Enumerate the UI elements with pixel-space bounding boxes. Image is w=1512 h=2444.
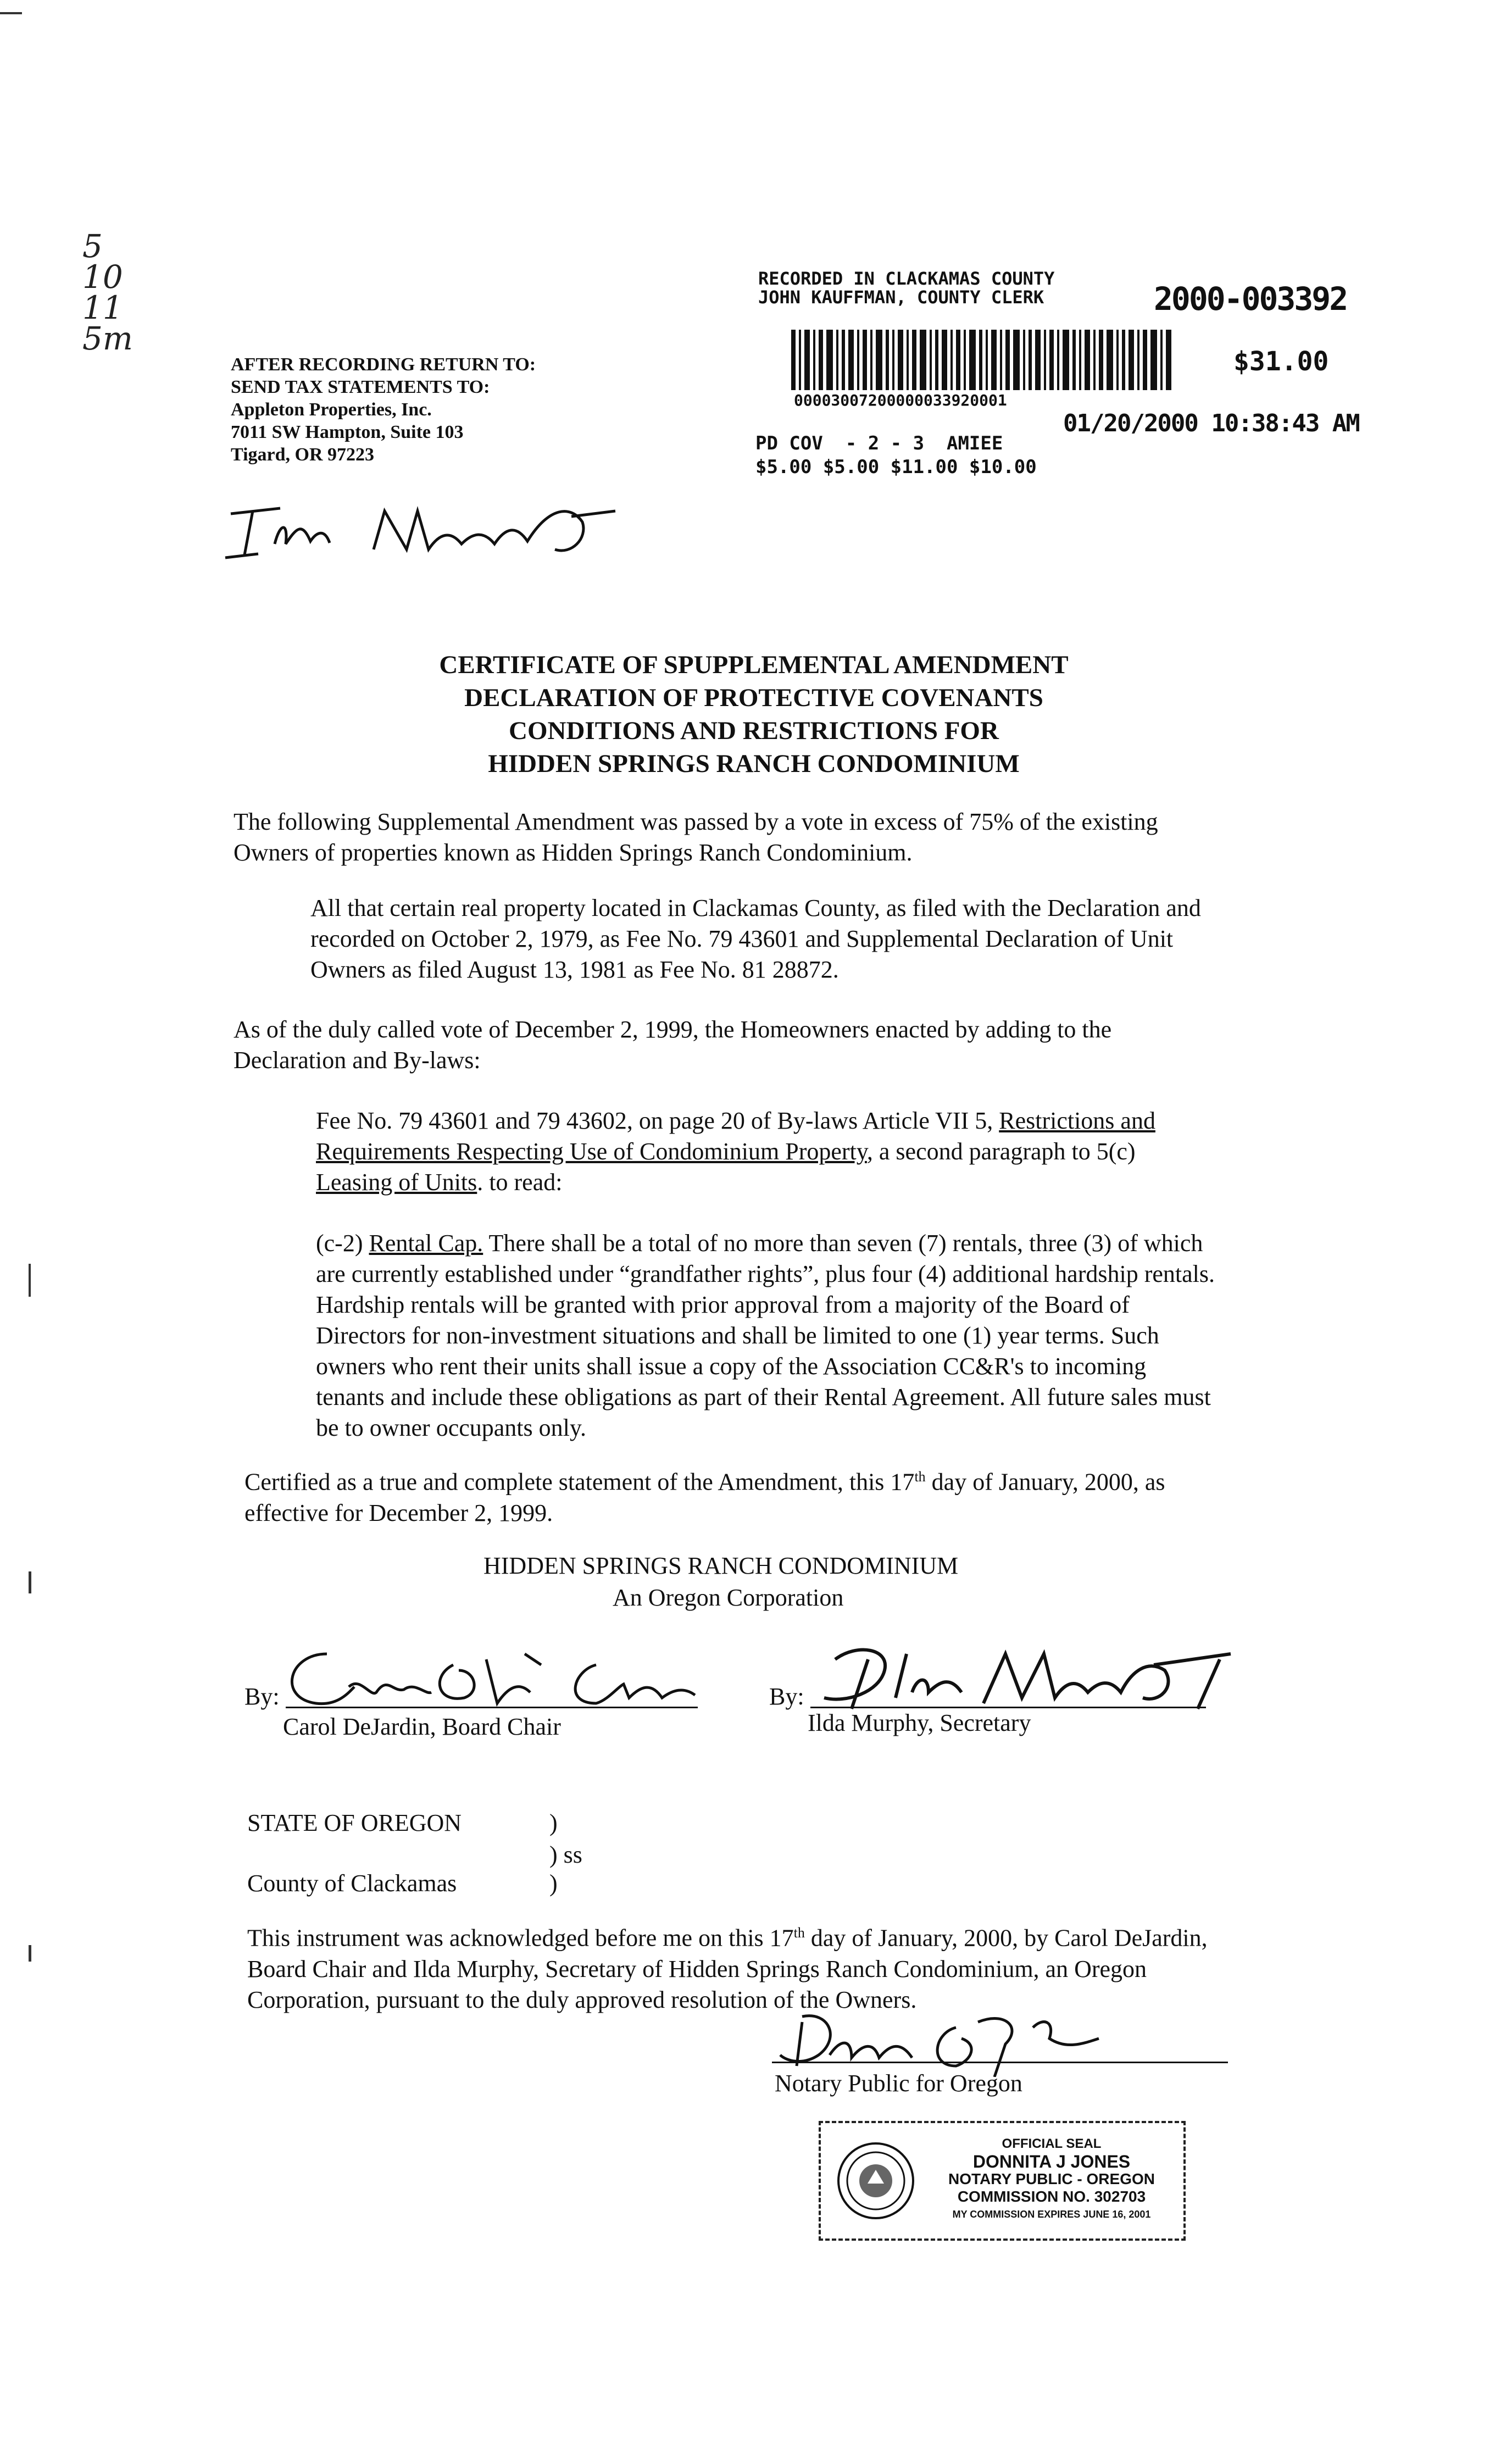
- county-clerk-line: JOHN KAUFFMAN, COUNTY CLERK: [758, 287, 1044, 308]
- scan-mark: [29, 1945, 31, 1962]
- recording-fees: $5.00 $5.00 $11.00 $10.00: [755, 456, 1037, 478]
- signature-block-secretary: [769, 1637, 1253, 1747]
- seal-line: OFFICIAL SEAL: [1002, 2136, 1102, 2151]
- tax-line: SEND TAX STATEMENTS TO:: [231, 377, 490, 397]
- venue-ss: ) ss: [549, 1841, 582, 1868]
- return-city: Tigard, OR 97223: [231, 445, 375, 465]
- seal-line: COMMISSION NO. 302703: [957, 2188, 1146, 2205]
- seal-line: DONNITA J JONES: [972, 2152, 1131, 2171]
- seal-line: NOTARY PUBLIC - OREGON: [948, 2170, 1155, 2187]
- restrictions-heading: Restrictions and Requirements Respecting Use of Condominium Property: [316, 1107, 1155, 1165]
- board-chair-signature: [266, 1643, 706, 1714]
- by-label: By:: [244, 1683, 280, 1710]
- venue-paren: ): [549, 1870, 558, 1897]
- return-line: AFTER RECORDING RETURN TO:: [231, 354, 536, 375]
- barcode-number: 00003007200000033920001: [794, 391, 1007, 409]
- scan-mark: [29, 1571, 31, 1593]
- return-address-signature: [220, 489, 626, 566]
- document-number: 2000-003392: [1154, 280, 1347, 318]
- notary-signature: [769, 2006, 1110, 2077]
- by-label: By:: [769, 1683, 804, 1710]
- paragraph-supplemental-amendment: The following Supplemental Amendment was passed by a vote in excess of 75% of the existing Owners of properties known as Hidden Springs Ranch Condominium.: [234, 808, 1158, 866]
- paragraph-fee-numbers: Fee No. 79 43601 and 79 43602, on page 20 of By-laws Article VII 5, Restrictions and Requirements Respecting Use of Condominium Property, a second paragraph to 5(c) Leasing of Units. to read:: [316, 1107, 1155, 1196]
- venue-county: County of Clackamas: [247, 1870, 457, 1897]
- return-street: 7011 SW Hampton, Suite 103: [231, 422, 464, 442]
- return-address-block: [231, 353, 615, 466]
- recording-code-line: PD COV - 2 - 3 AMIEE: [755, 432, 1003, 454]
- margin-handwritten-numbers: [82, 227, 133, 357]
- signature-line: [286, 1707, 698, 1708]
- recording-amount: $31.00: [1233, 346, 1329, 377]
- seal-line: MY COMMISSION EXPIRES JUNE 16, 2001: [952, 2209, 1151, 2220]
- paragraph-real-property: All that certain real property located in Clackamas County, as filed with the Declaration and recorded on October 2, 1979, as Fee No. 79 43601 and Supplemental Declaration of Unit Owners as filed August 13, 1981 as Fee No. 81 28872.: [310, 895, 1201, 983]
- seal-text: [925, 2135, 1178, 2223]
- venue-paren: ): [549, 1809, 558, 1836]
- corporation-name: HIDDEN SPRINGS RANCH CONDOMINIUM: [483, 1552, 959, 1579]
- secretary-signature: [802, 1637, 1253, 1714]
- secretary-caption: Ilda Murphy, Secretary: [808, 1709, 1031, 1736]
- scan-mark: [0, 12, 22, 14]
- paragraph-homeowners-vote: As of the duly called vote of December 2, 1999, the Homeowners enacted by adding to the Declaration and By-laws:: [234, 1016, 1112, 1074]
- recorded-in-line: RECORDED IN CLACKAMAS COUNTY: [758, 268, 1055, 289]
- paragraph-rental-cap: (c-2) Rental Cap. There shall be a total of no more than seven (7) rentals, three (3) of which are currently established under “grandfather rights”, plus four (4) additional hardship rentals. Hardship rentals will be granted with prior approval from a majority of the Board of Directors for non-investment situations and shall be limited to one (1) year terms. Such owners who rent their units shall issue a copy of the Association CC&R's to incoming tenants and include these obligations as part of their Rental Agreement. All future sales must be to owner occupants only.: [316, 1230, 1215, 1441]
- title-line: CONDITIONS AND RESTRICTIONS FOR: [509, 716, 999, 745]
- title-line: HIDDEN SPRINGS RANCH CONDOMINIUM: [488, 749, 1020, 778]
- document-title: [314, 648, 1193, 780]
- paragraph-acknowledgment: This instrument was acknowledged before me on this 17th day of January, 2000, by Carol DeJardin, Board Chair and Ilda Murphy, Secretary of Hidden Springs Ranch Condominium, an Oregon Corporation, pursuant to the duly approved resolution of the Owners.: [247, 1924, 1208, 2013]
- notary-seal: [819, 2121, 1186, 2241]
- barcode: [791, 330, 1176, 390]
- signature-block-board-chair: [244, 1643, 701, 1753]
- seal-emblem-icon: [835, 2140, 917, 2222]
- title-line: CERTIFICATE OF SPUPPLEMENTAL AMENDMENT: [439, 651, 1069, 679]
- recording-timestamp: 01/20/2000 10:38:43 AM: [1063, 409, 1359, 437]
- paragraph-certification: Certified as a true and complete statement of the Amendment, this 17th day of January, 2000, as effective for December 2, 1999.: [244, 1468, 1165, 1526]
- return-company: Appleton Properties, Inc.: [231, 399, 432, 420]
- scan-mark: [29, 1264, 31, 1297]
- margin-number: 5m: [82, 320, 133, 357]
- margin-number: 10: [82, 258, 123, 296]
- margin-number: 5: [82, 227, 103, 265]
- margin-number: 11: [82, 289, 123, 326]
- notary-signature-line: [772, 2062, 1228, 2063]
- notary-caption: Notary Public for Oregon: [775, 2070, 1022, 2097]
- title-line: DECLARATION OF PROTECTIVE COVENANTS: [464, 684, 1043, 712]
- rental-cap-heading: Rental Cap.: [369, 1230, 483, 1257]
- venue-state: STATE OF OREGON: [247, 1809, 462, 1836]
- board-chair-caption: Carol DeJardin, Board Chair: [283, 1713, 561, 1740]
- corporation-type: An Oregon Corporation: [613, 1584, 844, 1611]
- leasing-heading: Leasing of Units: [316, 1169, 477, 1196]
